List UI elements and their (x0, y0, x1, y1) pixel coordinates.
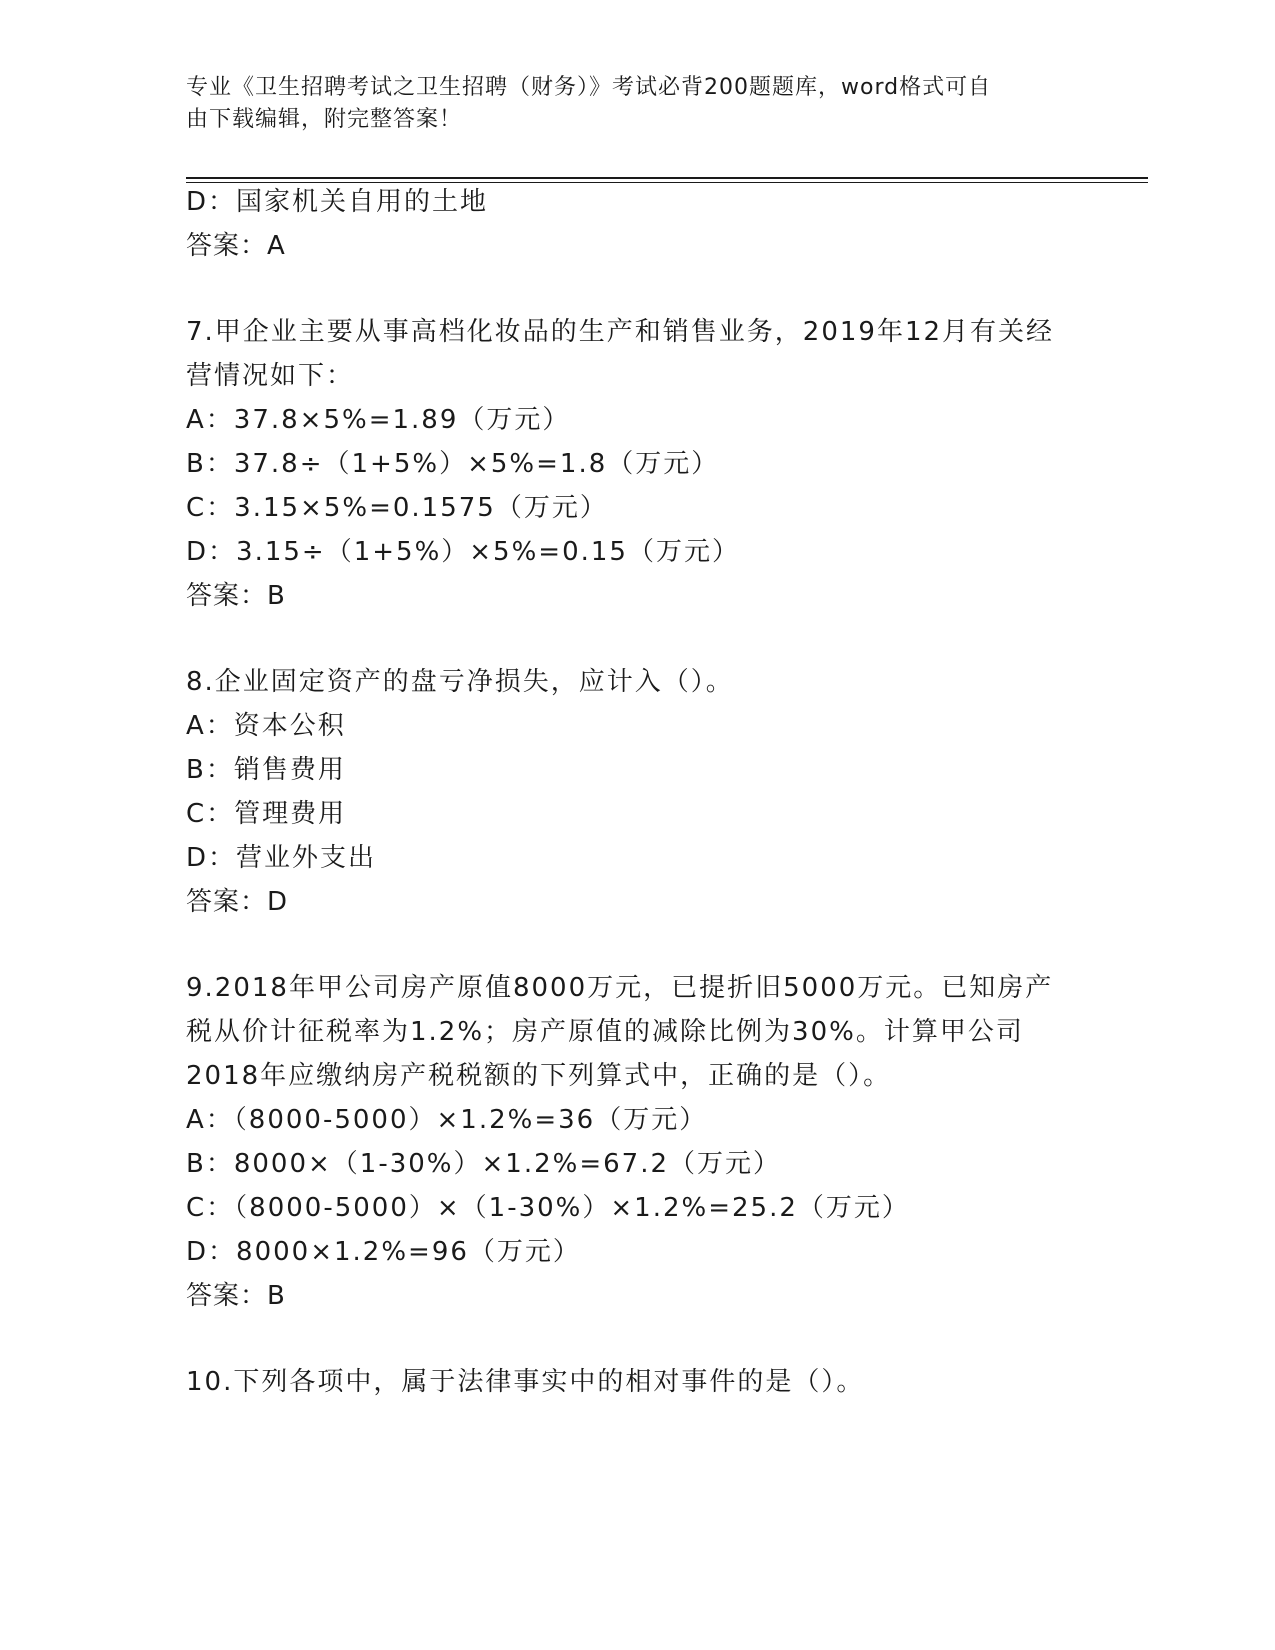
q10-stem: 10.下列各项中，属于法律事实中的相对事件的是（）。 (186, 1367, 865, 1397)
q9-option-d: D：8000×1.2%=96（万元） (186, 1237, 581, 1267)
q7-answer: 答案：B (186, 581, 286, 611)
header-divider (186, 177, 1148, 179)
header-line-2: 由下载编辑，附完整答案！ (186, 107, 463, 132)
q9-option-a: A：（8000-5000）×1.2%=36（万元） (186, 1105, 708, 1135)
q9-option-c: C：（8000-5000）×（1-30%）×1.2%=25.2（万元） (186, 1193, 910, 1223)
q9-stem-line-3: 2018年应缴纳房产税税额的下列算式中，正确的是（）。 (186, 1061, 892, 1091)
q8-stem: 8.企业固定资产的盘亏净损失，应计入（）。 (186, 667, 734, 697)
q9-stem-line-2: 税从价计征税率为1.2%；房产原值的减除比例为30%。计算甲公司 (186, 1017, 1024, 1047)
q7-option-a: A：37.8×5%=1.89（万元） (186, 405, 571, 435)
document-header (186, 72, 1086, 136)
q7-option-c: C：3.15×5%=0.1575（万元） (186, 493, 608, 523)
header-line-1: 专业《卫生招聘考试之卫生招聘（财务）》考试必背200题题库，word格式可自 (186, 75, 992, 100)
q9-option-b: B：8000×（1-30%）×1.2%=67.2（万元） (186, 1149, 782, 1179)
q9-stem-line-1: 9.2018年甲公司房产原值8000万元，已提折旧5000万元。已知房产 (186, 973, 1054, 1003)
q6-answer: 答案：A (186, 231, 286, 261)
q7-stem-line-2: 营情况如下： (186, 361, 355, 391)
q7-option-d: D：3.15÷（1+5%）×5%=0.15（万元） (186, 537, 740, 567)
q7-option-b: B：37.8÷（1+5%）×5%=1.8（万元） (186, 449, 720, 479)
q8-option-a: A：资本公积 (186, 711, 346, 741)
header-divider-thin (186, 182, 1148, 183)
q8-option-d: D：营业外支出 (186, 843, 377, 873)
q9-answer: 答案：B (186, 1281, 286, 1311)
q8-option-b: B：销售费用 (186, 755, 346, 785)
q8-answer: 答案：D (186, 887, 289, 917)
q8-option-c: C：管理费用 (186, 799, 347, 829)
q6-option-d: D：国家机关自用的土地 (186, 187, 489, 217)
q7-stem-line-1: 7.甲企业主要从事高档化妆品的生产和销售业务，2019年12月有关经 (186, 317, 1055, 347)
